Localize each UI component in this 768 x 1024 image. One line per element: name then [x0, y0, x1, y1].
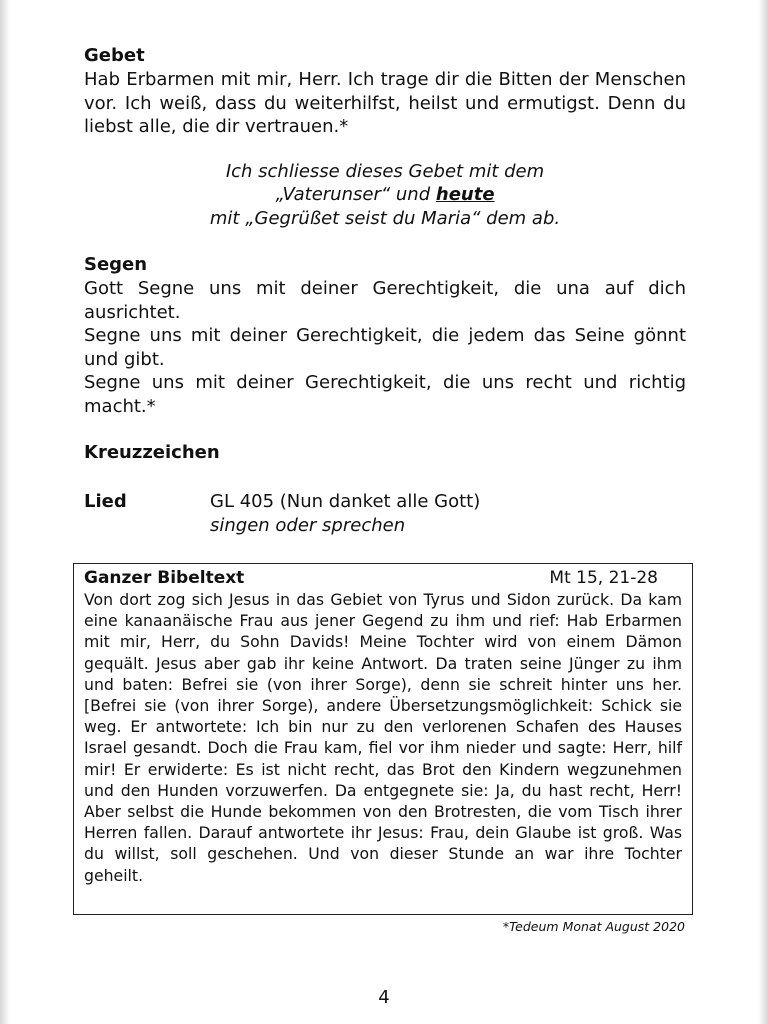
bibeltext-header — [84, 567, 682, 589]
page-edge-left — [0, 0, 10, 1024]
bibeltext-reference: Mt 15, 21-28 — [549, 568, 658, 588]
prayer-note-line-2-text: „Vaterunser“ und — [275, 184, 436, 205]
lied-row — [84, 490, 686, 538]
lied-label: Lied — [84, 491, 127, 512]
bibeltext-body: Von dort zog sich Jesus in das Gebiet von Tyrus und Sidon zurück. Da kam eine kanaanäische Frau aus jener Gegend zu ihm und rief: Hab Erbarmen mit mir, Herr, du Sohn Davids! Meine Tochter wird von einem Dämon gequält. Jesus aber gab ihr keine Antwort. Da traten seine Jünger zu ihm und baten: Befrei sie (von ihrer Sorge), denn sie schreit hinter uns her. [Befrei sie (von ihrer Sorge), andere Übersetzungsmöglichkeit: Schick sie weg. Er antwortete: Ich bin nur zu den verlorenen Schafen des Hauses Israel gesandt. Doch die Frau kam, fiel vor ihm nieder und sagte: Herr, hilf mir! Er erwiderte: Es ist nicht recht, das Brot den Kindern wegzunehmen und den Hunden vorzuwerfen. Da entgegnete sie: Ja, du hast recht, Herr! Aber selbst die Hunde bekommen von den Brotresten, die vom Tisch ihrer Herren fallen. Darauf antwortete ihr Jesus: Frau, dein Glaube ist groß. Was du willst, soll geschehen. Und von dieser Stunde an war ihre Tochter geheilt. — [84, 590, 682, 885]
prayer-note-line-3: mit „Gegrüßet seist du Maria“ dem ab. — [209, 207, 561, 229]
segen-section — [84, 253, 686, 418]
segen-heading: Segen — [84, 254, 148, 275]
lied-body — [210, 490, 480, 538]
bibeltext-title: Ganzer Bibeltext — [84, 568, 245, 588]
prayer-closing-note — [84, 160, 686, 231]
gebet-text: Hab Erbarmen mit mir, Herr. Ich trage dir die Bitten der Menschen vor. Ich weiß, dass du weiterhilfst, heilst und ermutigst. Denn du liebst alle, die dir vertrauen.* — [84, 69, 686, 137]
lied-song: GL 405 (Nun danket alle Gott) — [210, 491, 481, 512]
kreuzzeichen-heading: Kreuzzeichen — [84, 442, 220, 463]
gebet-section — [84, 44, 686, 230]
page-edge-right — [758, 0, 768, 1024]
prayer-note-line-1: Ich schliesse dieses Gebet mit dem — [225, 160, 545, 182]
prayer-note-emphasis: heute — [435, 184, 495, 205]
bibeltext-box — [73, 563, 693, 915]
source-credit: *Tedeum Monat August 2020 — [502, 919, 685, 934]
lied-instruction: singen oder sprechen — [210, 515, 406, 536]
document-page — [84, 44, 686, 538]
segen-paragraph-3: Segne uns mit deiner Gerechtigkeit, die uns recht und richtig macht.* — [84, 372, 686, 417]
gebet-heading: Gebet — [84, 45, 145, 66]
page-number: 4 — [378, 987, 390, 1008]
kreuzzeichen-section — [84, 441, 686, 465]
prayer-note-line-2 — [84, 183, 686, 207]
segen-paragraph-2: Segne uns mit deiner Gerechtigkeit, die jedem das Seine gönnt und gibt. — [84, 325, 686, 370]
segen-paragraph-1: Gott Segne uns mit deiner Gerechtigkeit, die una auf dich ausrichtet. — [84, 278, 686, 323]
